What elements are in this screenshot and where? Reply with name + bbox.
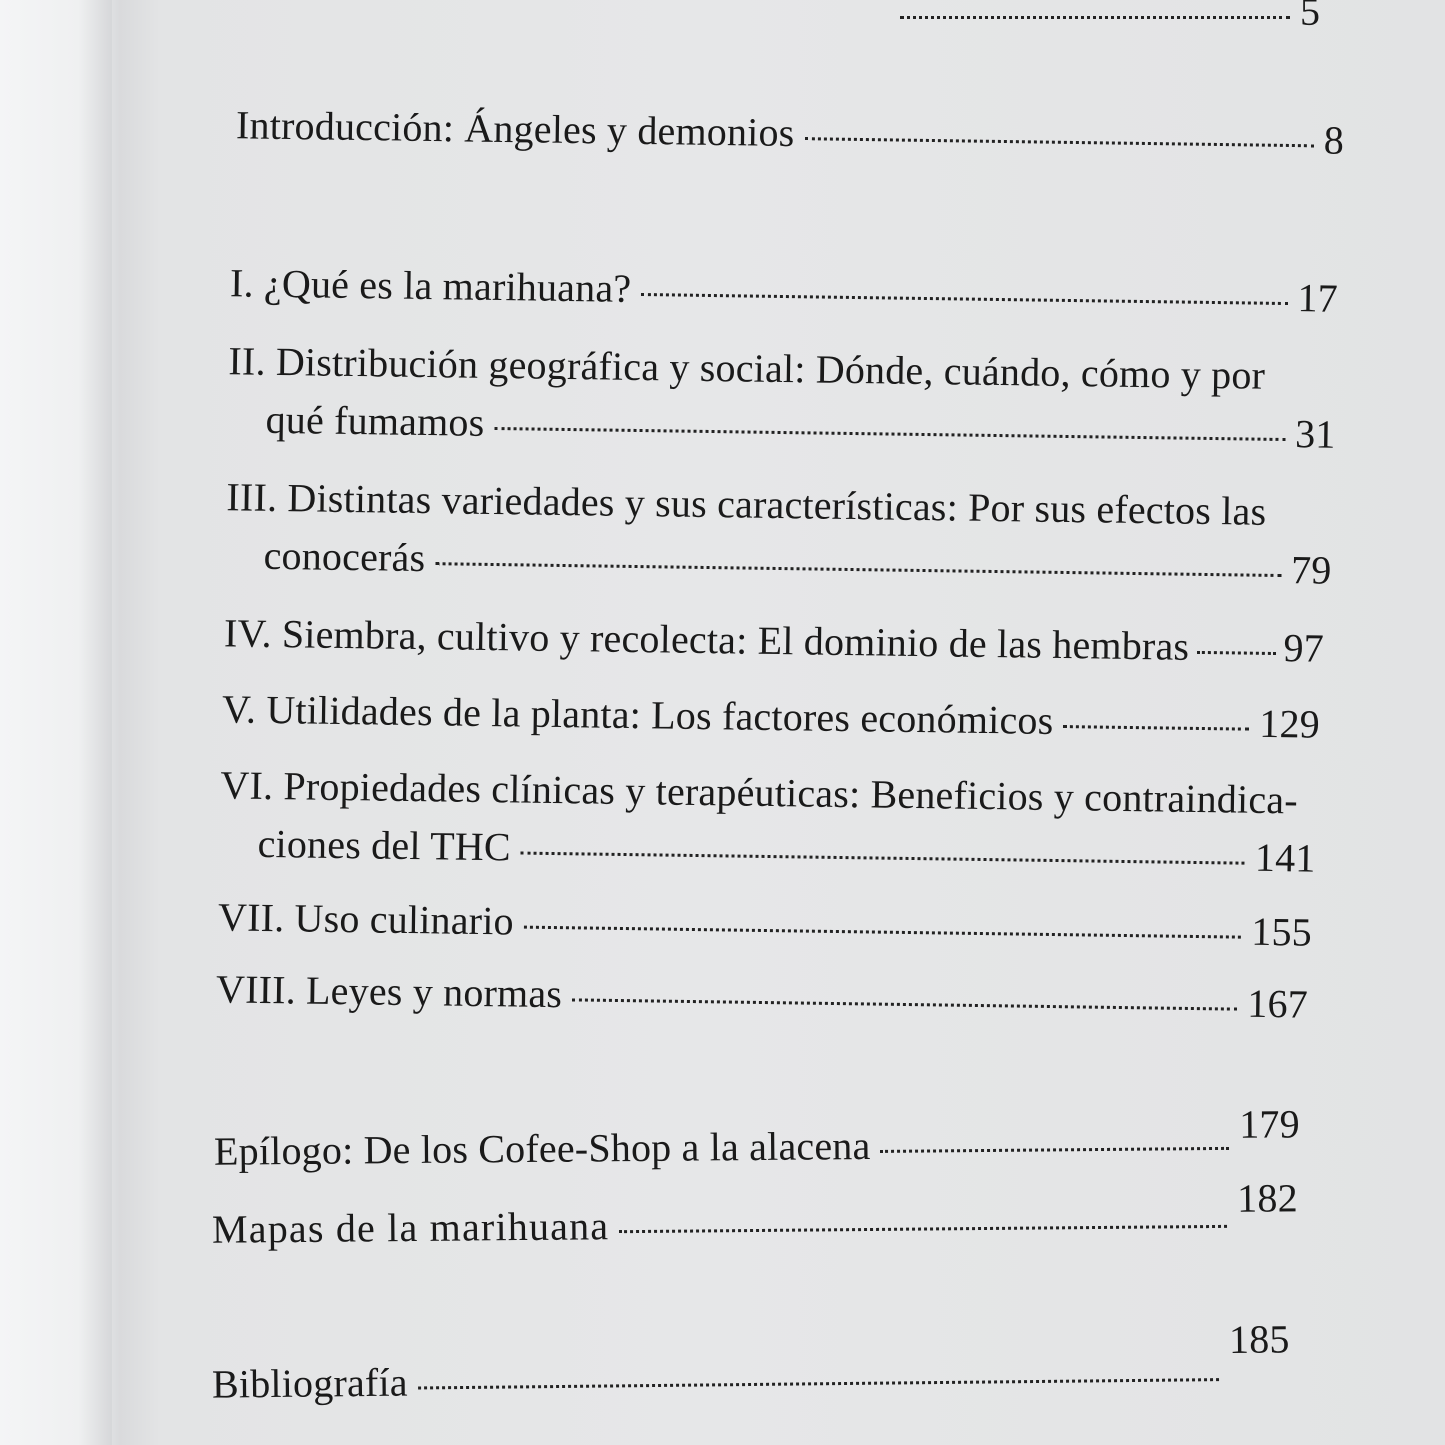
toc-entry-title: I. ¿Qué es la marihuana? xyxy=(229,260,632,311)
dot-leader xyxy=(572,998,1237,1010)
dot-leader xyxy=(524,926,1242,939)
toc-entry-title: VII. Uso culinario xyxy=(217,894,515,944)
toc-page-number: 185 xyxy=(1228,1316,1290,1362)
toc-entry-title: V. Utilidades de la planta: Los factores económicos xyxy=(221,686,1054,743)
dot-leader xyxy=(494,427,1285,441)
dot-leader xyxy=(1063,725,1249,731)
toc-page-number: 182 xyxy=(1236,1175,1298,1221)
toc-entry-title: VIII. Leyes y normas xyxy=(215,966,563,1017)
toc-entry-bibliography[interactable] xyxy=(211,1316,1291,1413)
toc-entry-chapter-6[interactable] xyxy=(219,756,1317,887)
toc-entry-intro[interactable] xyxy=(236,96,1345,169)
toc-entry-title-continued: qué fumamos xyxy=(265,396,485,445)
toc-entry-title: VI. Propiedades clínicas y terapéuticas: Beneficios y contraindica- xyxy=(220,762,1299,823)
toc-entry-title: II. Distribución geográfica y social: Dónde, cuándo, cómo y por xyxy=(228,338,1266,398)
toc-entry-title: Bibliografía xyxy=(211,1359,408,1407)
toc-entry-chapter-4[interactable] xyxy=(224,604,1325,677)
toc-entry-chapter-7[interactable] xyxy=(218,888,1313,961)
toc-entry-chapter-8[interactable] xyxy=(216,960,1309,1033)
toc-page-number: 167 xyxy=(1247,980,1309,1027)
dot-leader xyxy=(435,562,1281,577)
toc-entry-chapter-1[interactable] xyxy=(230,254,1339,327)
toc-entry-title-continued: conocerás xyxy=(263,532,426,581)
toc-page-number: 179 xyxy=(1239,1101,1301,1147)
dot-leader xyxy=(900,16,1290,19)
toc-page-number: 141 xyxy=(1254,834,1316,881)
toc-page-number: 129 xyxy=(1259,700,1321,747)
toc-entry-chapter-2[interactable] xyxy=(227,332,1337,463)
toc-entry-title: Mapas de la marihuana xyxy=(211,1203,610,1252)
toc-entry-chapter-3[interactable] xyxy=(225,468,1333,599)
toc-page-number: 8 xyxy=(1323,117,1345,163)
dot-leader xyxy=(804,137,1313,147)
dot-leader xyxy=(418,1378,1220,1389)
toc-page-number: 79 xyxy=(1290,547,1332,593)
toc-entry-title: Epílogo: De los Cofee-Shop a la alacena xyxy=(213,1123,871,1174)
toc-entry-chapter-5[interactable] xyxy=(222,680,1321,753)
dot-leader xyxy=(641,293,1287,305)
toc-entry-epilogue[interactable] xyxy=(213,1101,1301,1180)
toc-entry-title-continued: ciones del THC xyxy=(257,820,512,870)
dot-leader xyxy=(521,852,1245,865)
toc-entry-title: IV. Siembra, cultivo y recolecta: El dominio de las hembras xyxy=(223,610,1190,669)
dot-leader xyxy=(1197,651,1275,655)
toc-entry-title: III. Distintas variedades y sus características: Por sus efectos las xyxy=(226,474,1267,534)
dot-leader xyxy=(881,1147,1230,1153)
toc-page-number: 5 xyxy=(1300,0,1320,34)
toc-page-number: 31 xyxy=(1294,411,1336,457)
toc-page-number: 155 xyxy=(1251,908,1313,955)
toc-entry-title: Introducción: Ángeles y demonios xyxy=(235,102,795,156)
facing-page-edge xyxy=(0,0,112,1445)
toc-entry-maps[interactable] xyxy=(211,1175,1298,1258)
toc-page-number: 17 xyxy=(1297,275,1339,321)
dot-leader xyxy=(619,1225,1227,1233)
toc-page-number: 97 xyxy=(1283,625,1325,671)
toc-entry-partial xyxy=(900,0,1320,32)
